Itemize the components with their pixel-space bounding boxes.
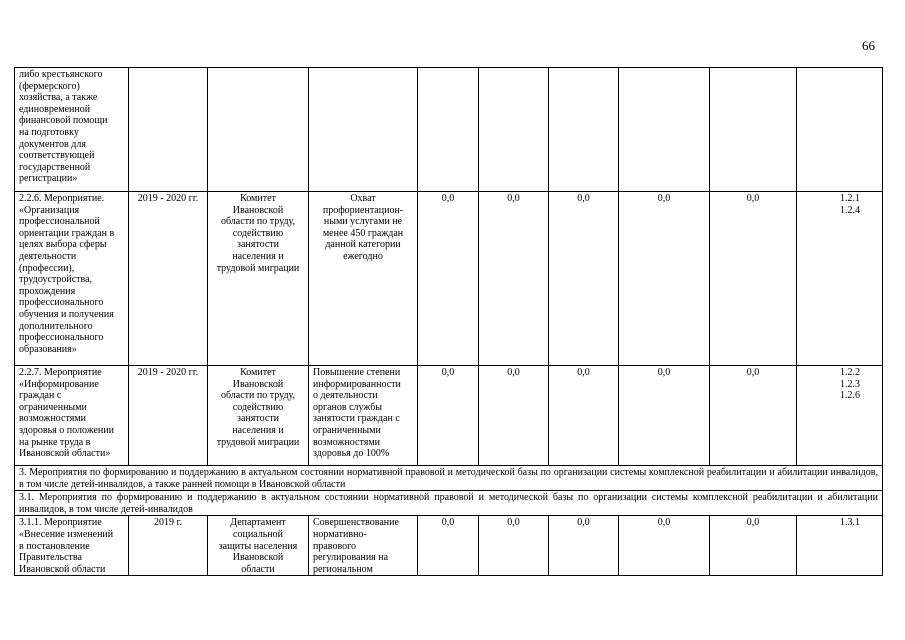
cell-value: 0,0 — [418, 192, 479, 366]
cell-value: 0,0 — [479, 192, 549, 366]
cell-value: 0,0 — [710, 192, 797, 366]
page-number: 66 — [862, 38, 875, 53]
cell-value: 0,0 — [619, 366, 710, 466]
cell-value: 0,0 — [710, 516, 797, 576]
section-heading: 3. Мероприятия по формированию и поддержанию в актуальном состоянии нормативной правовой и методической базы по организации системы комплексной реабилитации и абилитации инвалидов, в том числе детей-инвалидов, а также ранней помощи в Ивановской области — [15, 466, 883, 491]
cell-result: Повышение степени информированности о деятельности органов службы занятости граждан с ограниченными возможностями здоровья до 100% — [309, 366, 418, 466]
cell-period: 2019 - 2020 гг. — [129, 366, 208, 466]
section-heading: 3.1. Мероприятия по формированию и поддержанию в актуальном состоянии нормативной правовой и методической базы по организации системы комплексной реабилитации и абилитации инвалидов, в том числе детей-инвалидов — [15, 491, 883, 516]
cell-value — [549, 68, 619, 192]
cell-description: 2.2.6. Мероприятие. «Организация профессиональной ориентации граждан в целях выбора сферы деятельности (профессии), трудоустройства, прохождения профессионального обучения и получения дополнительного профессионального образования» — [15, 192, 129, 366]
cell-value: 0,0 — [479, 366, 549, 466]
cell-value: 0,0 — [710, 366, 797, 466]
cell-executor: Департамент социальной защиты населения Ивановской области — [208, 516, 309, 576]
cell-value — [710, 68, 797, 192]
cell-period: 2019 г. — [129, 516, 208, 576]
cell-value — [418, 68, 479, 192]
cell-executor: Комитет Ивановской области по труду, содействию занятости населения и трудовой миграции — [208, 192, 309, 366]
cell-value: 0,0 — [479, 516, 549, 576]
cell-description: либо крестьянского (фермерского) хозяйства, а также единовременной финансовой помощи на подготовку документов для соответствующей государственной регистрации» — [15, 68, 129, 192]
table-row-2-2-6 — [15, 192, 883, 366]
cell-result: Охват профориентацион- ными услугами не менее 450 граждан данной категории ежегодно — [309, 192, 418, 366]
cell-indicators: 1.3.1 — [797, 516, 883, 576]
cell-value: 0,0 — [619, 516, 710, 576]
section-row-3 — [15, 466, 883, 491]
cell-result — [309, 68, 418, 192]
table-row-continued — [15, 68, 883, 192]
section-row-3-1 — [15, 491, 883, 516]
cell-value: 0,0 — [418, 366, 479, 466]
cell-value: 0,0 — [549, 366, 619, 466]
cell-value — [619, 68, 710, 192]
cell-value: 0,0 — [549, 516, 619, 576]
cell-period: 2019 - 2020 гг. — [129, 192, 208, 366]
table-row-2-2-7 — [15, 366, 883, 466]
cell-description: 3.1.1. Мероприятие «Внесение изменений в постановление Правительства Ивановской области — [15, 516, 129, 576]
measures-table — [14, 67, 883, 576]
cell-value: 0,0 — [619, 192, 710, 366]
cell-result: Совершенствование нормативно- правового регулирования на региональном — [309, 516, 418, 576]
cell-indicators — [797, 68, 883, 192]
cell-indicators: 1.2.2 1.2.3 1.2.6 — [797, 366, 883, 466]
table-row-3-1-1 — [15, 516, 883, 576]
cell-executor — [208, 68, 309, 192]
cell-indicators: 1.2.1 1.2.4 — [797, 192, 883, 366]
cell-value: 0,0 — [418, 516, 479, 576]
cell-value: 0,0 — [549, 192, 619, 366]
cell-description: 2.2.7. Мероприятие «Информирование граждан с ограниченными возможностями здоровья о положении на рынке труда в Ивановской области» — [15, 366, 129, 466]
cell-executor: Комитет Ивановской области по труду, содействию занятости населения и трудовой миграции — [208, 366, 309, 466]
cell-period — [129, 68, 208, 192]
cell-value — [479, 68, 549, 192]
